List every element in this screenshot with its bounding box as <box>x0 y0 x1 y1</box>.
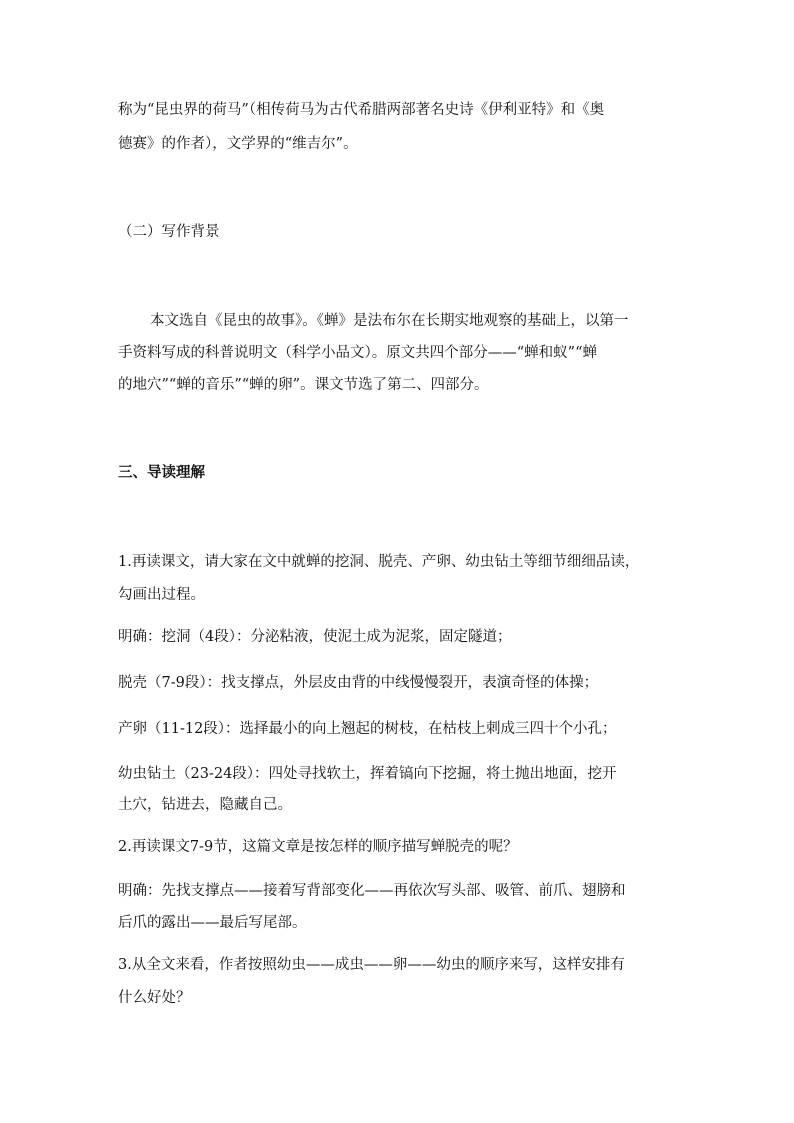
background-paragraph-line-1: 本文选自《昆虫的故事》。《蝉》是法布尔在长期实地观察的基础上，以第一 <box>150 313 629 329</box>
answer-1-larva-line-1: 幼虫钻土（23-24段）：四处寻找软土，挥着镐向下挖掘，将土抛出地面，挖开 <box>118 766 617 782</box>
answer-1-egg: 产卵（11-12段）：选择最小的向上翘起的树枝，在枯枝上刺成三四十个小孔； <box>118 721 617 737</box>
question-1-line-2: 勾画出过程。 <box>118 587 205 603</box>
answer-2-line-2: 后爪的露出——最后写尾部。 <box>118 915 307 931</box>
answer-1-larva-line-2: 土穴，钻进去，隐藏自己。 <box>118 797 292 813</box>
section-3-heading: 三、导读理解 <box>118 465 205 481</box>
question-3-line-2: 什么好处？ <box>118 990 191 1006</box>
question-1-line-1: 1.再读课文，请大家在文中就蝉的挖洞、脱壳、产卵、幼虫钻土等细节细细品读， <box>118 554 640 570</box>
answer-2-line-1: 明确：先找支撑点——接着写背部变化——再依次写头部、吸管、前爪、翅膀和 <box>118 883 626 899</box>
intro-line-2: 德赛》的作者），文学界的“维吉尔”。 <box>118 136 358 152</box>
question-2: 2.再读课文7-9节，这篇文章是按怎样的顺序描写蝉脱壳的呢？ <box>118 839 518 855</box>
question-3-line-1: 3.从全文来看，作者按照幼虫——成虫——卵——幼虫的顺序来写，这样安排有 <box>118 957 625 973</box>
background-paragraph-line-2: 手资料写成的科普说明文（科学小品文）。原文共四个部分——“蝉和蚁”“蝉 <box>118 345 597 361</box>
background-paragraph-line-3: 的地穴”“蝉的音乐”“蝉的卵”。课文节选了第二、四部分。 <box>118 377 489 393</box>
background-heading: （二）写作背景 <box>118 224 220 240</box>
answer-1-dig: 明确：挖洞（4段）：分泌粘液，使泥土成为泥浆，固定隧道； <box>118 629 512 645</box>
answer-1-molt: 脱壳（7-9段）：找支撑点，外层皮由背的中线慢慢裂开，表演奇怪的体操； <box>118 675 599 691</box>
intro-line-1: 称为“昆虫界的荷马”（相传荷马为古代希腊两部著名史诗《伊利亚特》和《奥 <box>118 102 605 118</box>
